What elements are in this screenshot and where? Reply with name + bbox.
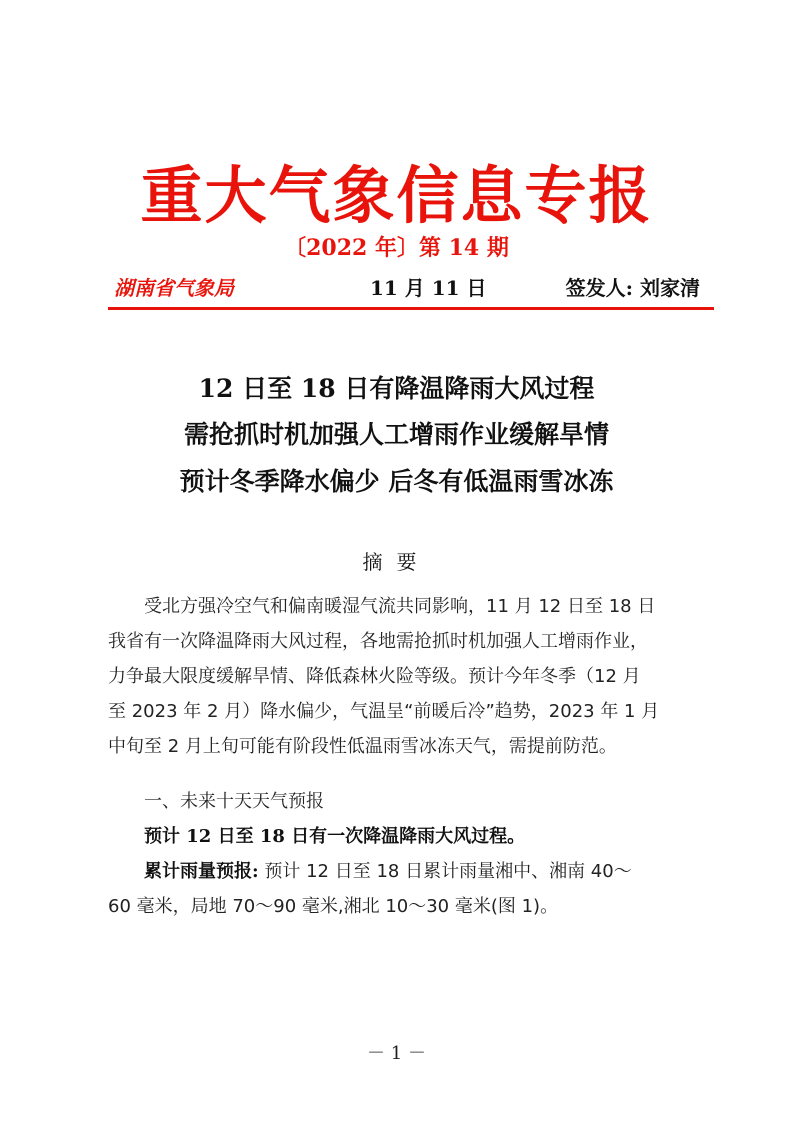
abstract-line-5: 中旬至 2 月上旬可能有阶段性低温雨雪冰冻天气，需提前防范。 bbox=[108, 736, 617, 757]
headline-1: 12 日至 18 日有降温降雨大风过程 bbox=[198, 374, 595, 403]
issuing-bureau: 湖南省气象局 bbox=[114, 276, 234, 300]
report-title: 重大气象信息专报 bbox=[140, 159, 653, 232]
abstract-line-2: 我省有一次降温降雨大风过程，各地需抢抓时机加强人工增雨作业， bbox=[108, 631, 648, 652]
issue-number: 〔2022 年〕第 14 期 bbox=[284, 235, 509, 261]
forecast-lead: 预计 12 日至 18 日有一次降温降雨大风过程。 bbox=[108, 826, 526, 847]
header-divider bbox=[108, 307, 714, 310]
section-heading: 一、未来十天天气预报 bbox=[108, 791, 324, 812]
headline-2: 需抢抓时机加强人工增雨作业缓解旱情 bbox=[183, 420, 609, 449]
page-number: － 1 － bbox=[367, 1043, 426, 1064]
abstract-line-1: 受北方强冷空气和偏南暖湿气流共同影响，11 月 12 日至 18 日 bbox=[108, 596, 656, 617]
report-meta-row bbox=[108, 271, 712, 305]
issue-date: 11 月 11 日 bbox=[370, 276, 487, 300]
headline-3: 预计冬季降水偏少 后冬有低温雨雪冰冻 bbox=[179, 467, 614, 496]
rainfall-forecast-line-1 bbox=[108, 857, 714, 887]
abstract-line-3: 力争最大限度缓解旱情、降低森林火险等级。预计今年冬季（12 月 bbox=[108, 666, 641, 687]
abstract-heading: 摘要 bbox=[362, 550, 431, 574]
rainfall-forecast-line-2: 60 毫米，局地 70～90 毫米,湘北 10～30 毫米(图 1)。 bbox=[108, 896, 559, 917]
signer: 签发人: 刘家清 bbox=[565, 276, 700, 300]
rainfall-label: 累计雨量预报: bbox=[108, 861, 259, 882]
abstract-line-4: 至 2023 年 2 月）降水偏少，气温呈“前暖后冷”趋势，2023 年 1 月 bbox=[108, 701, 660, 722]
rainfall-text: 预计 12 日至 18 日累计雨量湘中、湘南 40～ bbox=[258, 861, 632, 882]
